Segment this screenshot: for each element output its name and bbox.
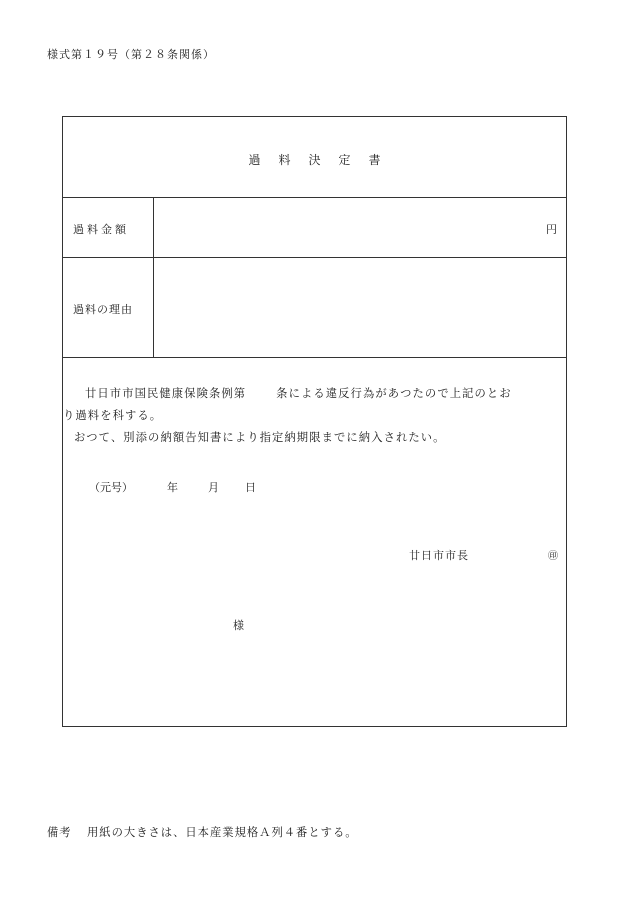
reason-label: 過料の理由: [73, 303, 133, 316]
body-line-1: [63, 383, 566, 405]
addressee-suffix: 様: [233, 619, 245, 632]
remarks: [47, 824, 358, 840]
date-line: [89, 479, 256, 495]
amount-label: 過料金額: [73, 223, 129, 236]
amount-unit: 円: [546, 223, 557, 236]
remarks-label: 備考: [47, 826, 72, 839]
date-era: （元号）: [89, 481, 133, 494]
reason-divider: [63, 357, 566, 358]
body-line-1b: 条による違反行為があつたので上記のとお: [276, 387, 512, 400]
body-line-3: おつて、別添の納額告知書により指定納期限までに納入されたい。: [74, 431, 446, 444]
date-year: 年: [167, 481, 178, 494]
date-month: 月: [208, 481, 219, 494]
remarks-text: 用紙の大きさは、日本産業規格Ａ列４番とする。: [87, 826, 358, 839]
decision-form-frame: [62, 116, 567, 727]
form-number: 様式第１９号（第２８条関係）: [47, 48, 215, 61]
body-line-2: り過料を科する。: [63, 409, 163, 422]
date-day: 日: [245, 481, 256, 494]
amount-divider: [63, 257, 566, 258]
title-divider: [63, 197, 566, 198]
issuer-title: 廿日市市長: [409, 549, 469, 562]
decision-body-text: [63, 383, 566, 449]
label-column-divider: [153, 197, 154, 357]
seal-mark: ㊞: [548, 551, 558, 562]
document-title: 過料決定書: [248, 153, 399, 167]
body-line-1a: 廿日市市国民健康保険条例第: [85, 387, 247, 400]
